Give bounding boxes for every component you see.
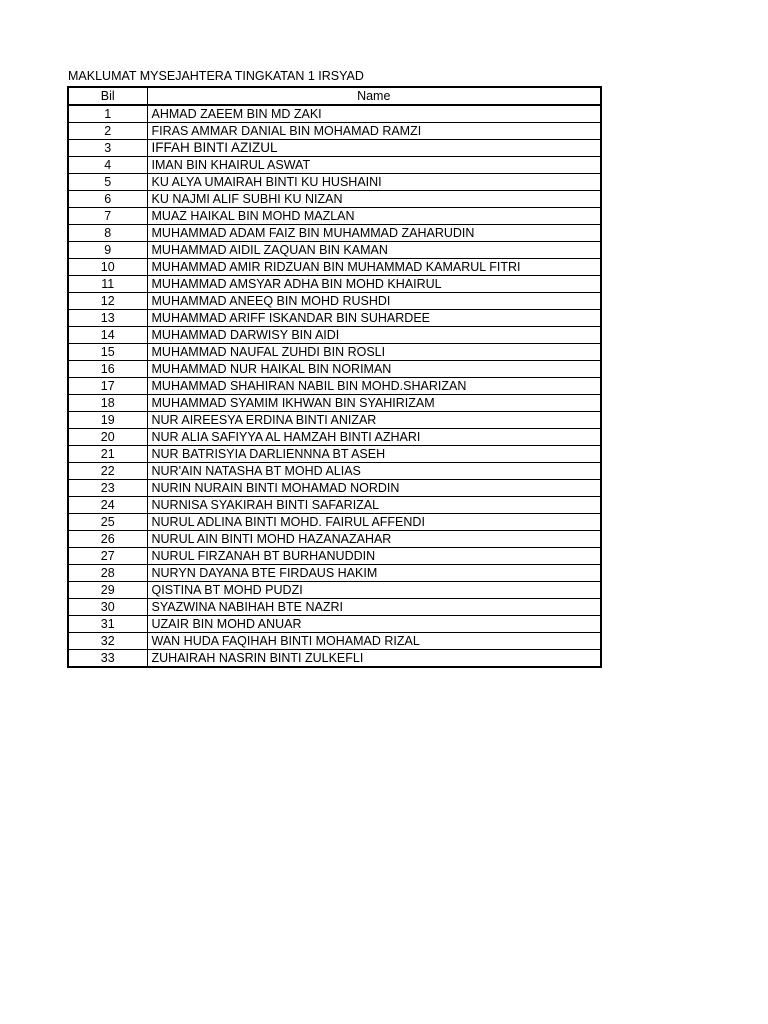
student-name: AHMAD ZAEEM BIN MD ZAKI (147, 105, 601, 123)
row-number: 10 (68, 259, 147, 276)
student-name: KU NAJMI ALIF SUBHI KU NIZAN (147, 191, 601, 208)
table-row (68, 514, 601, 531)
table-row (68, 429, 601, 446)
student-table (67, 86, 602, 668)
student-name: NUR BATRISYIA DARLIENNNA BT ASEH (147, 446, 601, 463)
row-number: 29 (68, 582, 147, 599)
table-row (68, 191, 601, 208)
row-number: 31 (68, 616, 147, 633)
student-name: IFFAH BINTI AZIZUL (147, 140, 601, 157)
student-name: MUHAMMAD DARWISY BIN AIDI (147, 327, 601, 344)
table-row (68, 412, 601, 429)
table-row (68, 599, 601, 616)
table-row (68, 327, 601, 344)
row-number: 12 (68, 293, 147, 310)
table-row (68, 531, 601, 548)
student-name: MUHAMMAD NUR HAIKAL BIN NORIMAN (147, 361, 601, 378)
row-number: 1 (68, 105, 147, 123)
table-row (68, 293, 601, 310)
table-row (68, 310, 601, 327)
table-row (68, 616, 601, 633)
student-name: MUHAMMAD AMSYAR ADHA BIN MOHD KHAIRUL (147, 276, 601, 293)
row-number: 30 (68, 599, 147, 616)
row-number: 4 (68, 157, 147, 174)
row-number: 13 (68, 310, 147, 327)
row-number: 17 (68, 378, 147, 395)
student-name: IMAN BIN KHAIRUL ASWAT (147, 157, 601, 174)
student-name: FIRAS AMMAR DANIAL BIN MOHAMAD RAMZI (147, 123, 601, 140)
table-row (68, 446, 601, 463)
student-name: MUHAMMAD AIDIL ZAQUAN BIN KAMAN (147, 242, 601, 259)
table-row (68, 565, 601, 582)
table-row (68, 548, 601, 565)
student-name: NUR AIREESYA ERDINA BINTI ANIZAR (147, 412, 601, 429)
student-name: MUHAMMAD ANEEQ BIN MOHD RUSHDI (147, 293, 601, 310)
row-number: 6 (68, 191, 147, 208)
column-header-bil: Bil (68, 87, 147, 105)
row-number: 18 (68, 395, 147, 412)
row-number: 26 (68, 531, 147, 548)
row-number: 16 (68, 361, 147, 378)
table-row (68, 225, 601, 242)
table-row (68, 242, 601, 259)
column-header-name: Name (147, 87, 601, 105)
student-name: NURUL AIN BINTI MOHD HAZANAZAHAR (147, 531, 601, 548)
student-name: SYAZWINA NABIHAH BTE NAZRI (147, 599, 601, 616)
table-row (68, 157, 601, 174)
table-row (68, 208, 601, 225)
student-name: MUHAMMAD ARIFF ISKANDAR BIN SUHARDEE (147, 310, 601, 327)
student-name: MUHAMMAD SYAMIM IKHWAN BIN SYAHIRIZAM (147, 395, 601, 412)
student-name: NURNISA SYAKIRAH BINTI SAFARIZAL (147, 497, 601, 514)
student-name: KU ALYA UMAIRAH BINTI KU HUSHAINI (147, 174, 601, 191)
student-name: ZUHAIRAH NASRIN BINTI ZULKEFLI (147, 650, 601, 668)
table-row (68, 633, 601, 650)
student-name: QISTINA BT MOHD PUDZI (147, 582, 601, 599)
page-title: MAKLUMAT MYSEJAHTERA TINGKATAN 1 IRSYAD (68, 69, 364, 83)
student-name: MUHAMMAD ADAM FAIZ BIN MUHAMMAD ZAHARUDIN (147, 225, 601, 242)
table-row (68, 140, 601, 157)
student-name: NURUL FIRZANAH BT BURHANUDDIN (147, 548, 601, 565)
row-number: 14 (68, 327, 147, 344)
table-row (68, 123, 601, 140)
table-body (68, 105, 601, 667)
table-row (68, 395, 601, 412)
row-number: 24 (68, 497, 147, 514)
row-number: 7 (68, 208, 147, 225)
row-number: 22 (68, 463, 147, 480)
student-name: NURUL ADLINA BINTI MOHD. FAIRUL AFFENDI (147, 514, 601, 531)
table-row (68, 378, 601, 395)
row-number: 23 (68, 480, 147, 497)
row-number: 25 (68, 514, 147, 531)
table-row (68, 650, 601, 668)
row-number: 33 (68, 650, 147, 668)
student-name: NURYN DAYANA BTE FIRDAUS HAKIM (147, 565, 601, 582)
table-header-row (68, 87, 601, 105)
student-name: UZAIR BIN MOHD ANUAR (147, 616, 601, 633)
table-row (68, 582, 601, 599)
table-row (68, 497, 601, 514)
row-number: 3 (68, 140, 147, 157)
row-number: 19 (68, 412, 147, 429)
student-name: MUHAMMAD NAUFAL ZUHDI BIN ROSLI (147, 344, 601, 361)
table-row (68, 105, 601, 123)
row-number: 15 (68, 344, 147, 361)
student-name: MUHAMMAD SHAHIRAN NABIL BIN MOHD.SHARIZAN (147, 378, 601, 395)
row-number: 9 (68, 242, 147, 259)
row-number: 21 (68, 446, 147, 463)
row-number: 5 (68, 174, 147, 191)
student-name: WAN HUDA FAQIHAH BINTI MOHAMAD RIZAL (147, 633, 601, 650)
row-number: 20 (68, 429, 147, 446)
table-row (68, 361, 601, 378)
student-name: NUR'AIN NATASHA BT MOHD ALIAS (147, 463, 601, 480)
table-row (68, 344, 601, 361)
row-number: 2 (68, 123, 147, 140)
row-number: 11 (68, 276, 147, 293)
student-name: NUR ALIA SAFIYYA AL HAMZAH BINTI AZHARI (147, 429, 601, 446)
table-row (68, 259, 601, 276)
row-number: 27 (68, 548, 147, 565)
row-number: 28 (68, 565, 147, 582)
table-row (68, 480, 601, 497)
student-name: NURIN NURAIN BINTI MOHAMAD NORDIN (147, 480, 601, 497)
row-number: 8 (68, 225, 147, 242)
student-name: MUAZ HAIKAL BIN MOHD MAZLAN (147, 208, 601, 225)
table-row (68, 463, 601, 480)
table-row (68, 276, 601, 293)
row-number: 32 (68, 633, 147, 650)
table-row (68, 174, 601, 191)
student-name: MUHAMMAD AMIR RIDZUAN BIN MUHAMMAD KAMARUL FITRI (147, 259, 601, 276)
